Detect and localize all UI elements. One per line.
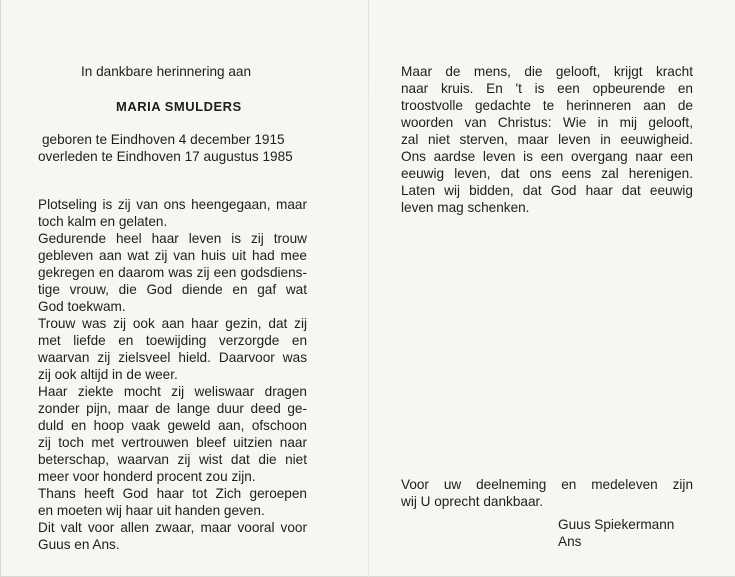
body-line: waarvan zij zielsveel hield. Daarvoor was [38,350,307,365]
right-body-line: Maar de mens, die gelooft, krijgt kracht [401,64,693,79]
right-body-line: eeuwig leven, dat ons eens zal herenigen. [401,166,693,181]
body-line: Thans heeft God haar tot Zich geroepen [38,486,307,501]
death-line: overleden te Eindhoven 17 augustus 1985 [38,149,293,164]
body-line: met liefde en toewijding verzorgde en [38,333,307,348]
right-body-line: troostvolle gedachte te herinneren aan de [401,98,693,113]
body-line: meer voor honderd procent zou zijn. [38,469,256,484]
body-line: zonder pijn, maar de lange duur deed ge- [38,401,307,416]
signature-name: Guus Spiekermann [558,517,675,532]
right-body-line: Ons aardse leven is een overgang naar een [401,149,693,164]
body-line: God toekwam. [38,299,126,314]
body-line: Gedurende heel haar leven is zij trouw [38,231,307,246]
body-line: toch kalm en gelaten. [38,214,168,229]
body-line: zij toch met vertrouwen bleef uitzien naar [38,435,307,450]
body-line: Trouw was zij ook aan haar gezin, dat zij [38,316,307,331]
thanks-line: Voor uw deelneming en medeleven zijn [401,477,693,492]
body-line: en moeten wij haar uit handen geven. [38,503,265,518]
body-line: zij ook altijd in de weer. [38,367,178,382]
right-body-line: naar kruis. En 't is een opbeurende en [401,81,693,96]
body-line: gekregen en daarom was zij een godsdiens- [38,265,307,280]
thanks-line: wij U oprecht dankbaar. [401,494,544,509]
body-line: Dit valt voor allen zwaar, maar vooral voor [38,520,307,535]
right-body-line: woorden van Christus: Wie in mij gelooft, [401,115,693,130]
body-line: Haar ziekte mocht zij weliswaar dragen [38,384,307,399]
right-body-line: zal niet sterven, maar leven in eeuwigheid. [401,132,693,147]
dedication-heading: In dankbare herinnering aan [81,64,252,79]
birth-line: geboren te Eindhoven 4 december 1915 [42,132,285,147]
deceased-name: MARIA SMULDERS [116,99,242,114]
body-line: beterschap, waarvan zij wist dat die niet [38,452,307,467]
fold-line [368,0,369,577]
body-line: Plotseling is zij van ons heengegaan, maar [38,197,307,212]
signature-name: Ans [558,534,582,549]
right-body-line: Laten wij bidden, dat God haar dat eeuwig [401,183,693,198]
right-body-line: leven mag schenken. [401,200,530,215]
body-line: gebleven aan wat zij van huis uit had mee [38,248,307,263]
body-line: duld en hoop vaak geweld aan, ofschoon [38,418,307,433]
body-line: Guus en Ans. [38,537,120,552]
body-line: tige vrouw, die God diende en gaf wat [38,282,307,297]
